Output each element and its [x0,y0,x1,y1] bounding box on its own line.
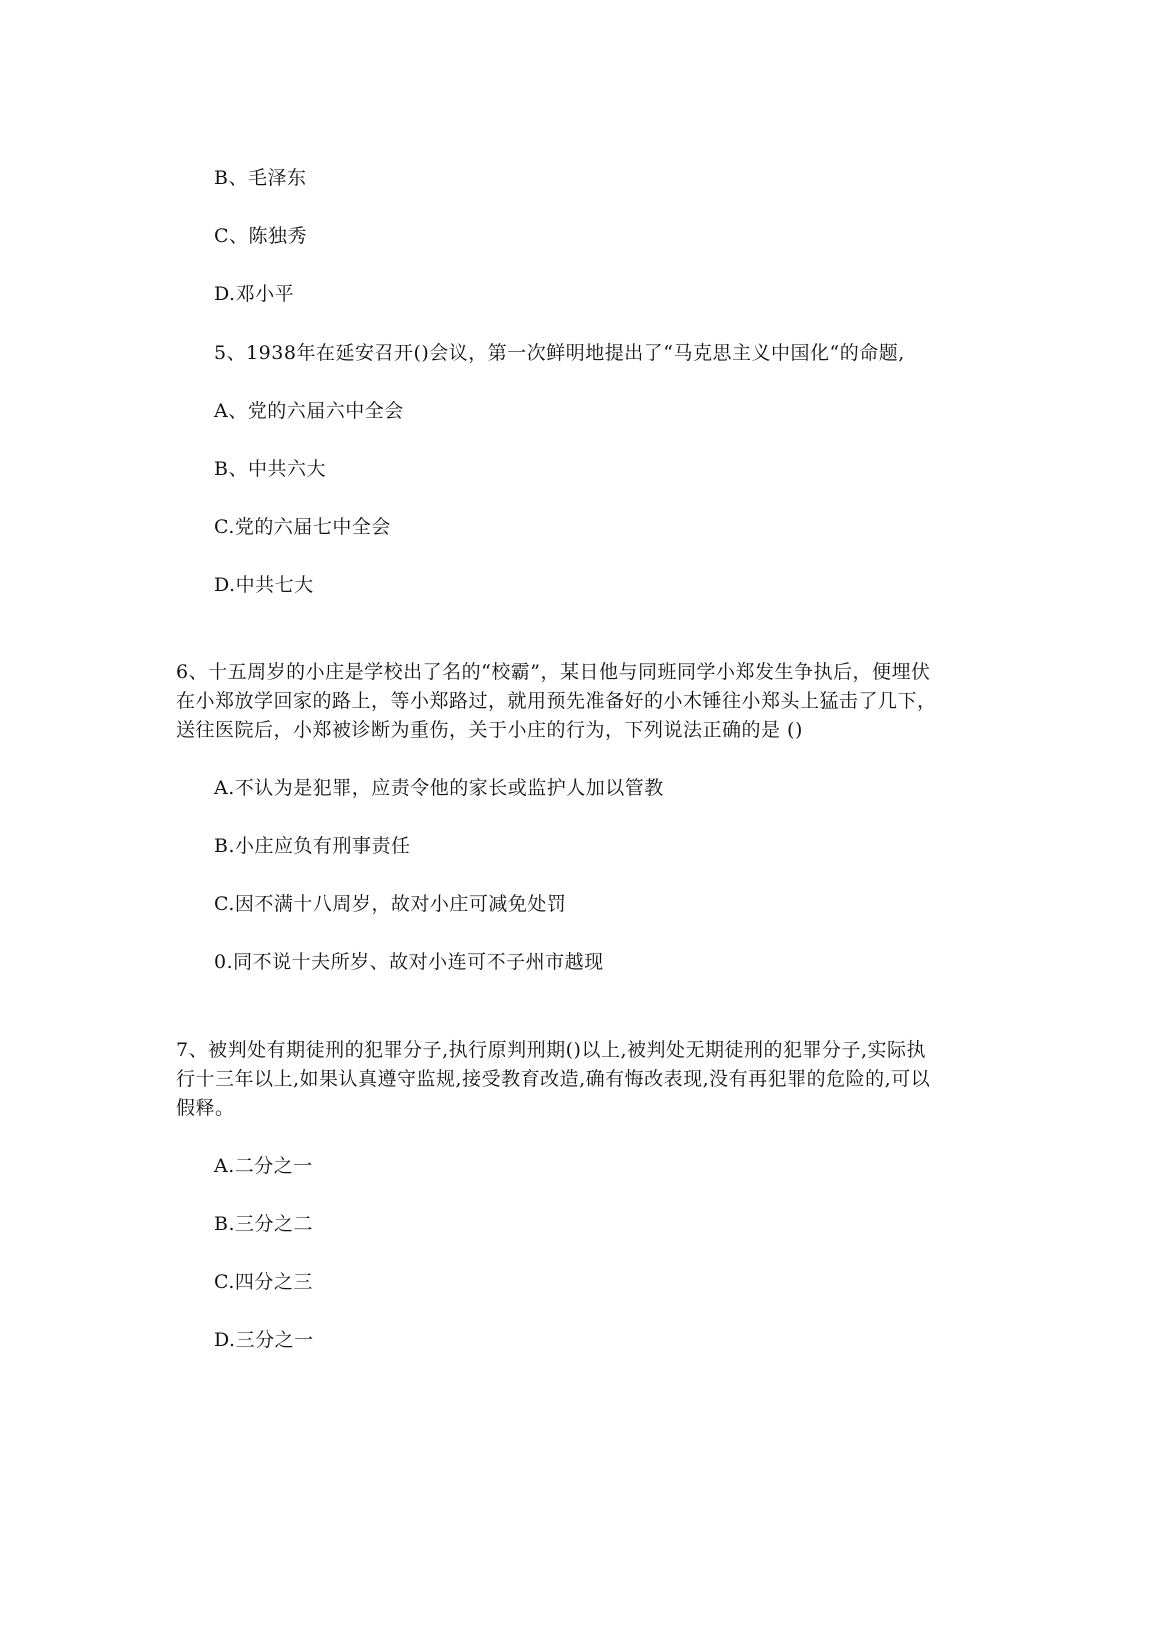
q5-option-b: B、中共六大 [214,458,326,480]
q6-option-a: A.不认为是犯罪，应责令他的家长或监护人加以管教 [214,777,664,799]
q6-option-c: C.因不满十八周岁，故对小庄可减免处罚 [214,893,567,915]
q5-option-a: A、党的六届六中全会 [214,400,404,422]
q6-option-d: 0.同不说十夫所岁、故对小连可不子州市越现 [214,951,604,973]
q5-option-c: C.党的六届七中全会 [214,516,391,538]
q4-option-c: C、陈独秀 [214,225,308,247]
q6-option-b: B.小庄应负有刑事责任 [214,835,411,857]
q7-question-line-3: 假释。 [176,1097,235,1119]
q7-option-d: D.三分之一 [214,1329,314,1351]
q7-option-c: C.四分之三 [214,1271,313,1293]
q7-question-line-2: 行十三年以上,如果认真遵守监规,接受教育改造,确有悔改表现,没有再犯罪的危险的,可以 [176,1068,931,1090]
q6-question-line-3: 送往医院后，小郑被诊断为重伤，关于小庄的行为，下列说法正确的是 () [176,719,803,741]
q4-option-b: B、毛泽东 [214,167,307,189]
q4-option-d: D.邓小平 [214,283,295,305]
q5-option-d: D.中共七大 [214,574,314,596]
q7-option-b: B.三分之二 [214,1213,314,1235]
q7-question-line-1: 7、被判处有期徒刑的犯罪分子,执行原判刑期()以上,被判处无期徒刑的犯罪分子,实际执 [176,1039,927,1061]
q6-question-line-1: 6、十五周岁的小庄是学校出了名的“校霸”，某日他与同班同学小郑发生争执后，便埋伏 [176,661,931,683]
q5-question: 5、1938年在延安召开()会议，第一次鲜明地提出了“马克思主义中国化“的命题, [214,342,905,364]
q6-question-line-2: 在小郑放学回家的路上，等小郑路过，就用预先准备好的小木锤往小郑头上猛击了几下， [176,690,937,712]
q7-option-a: A.二分之一 [214,1155,313,1177]
